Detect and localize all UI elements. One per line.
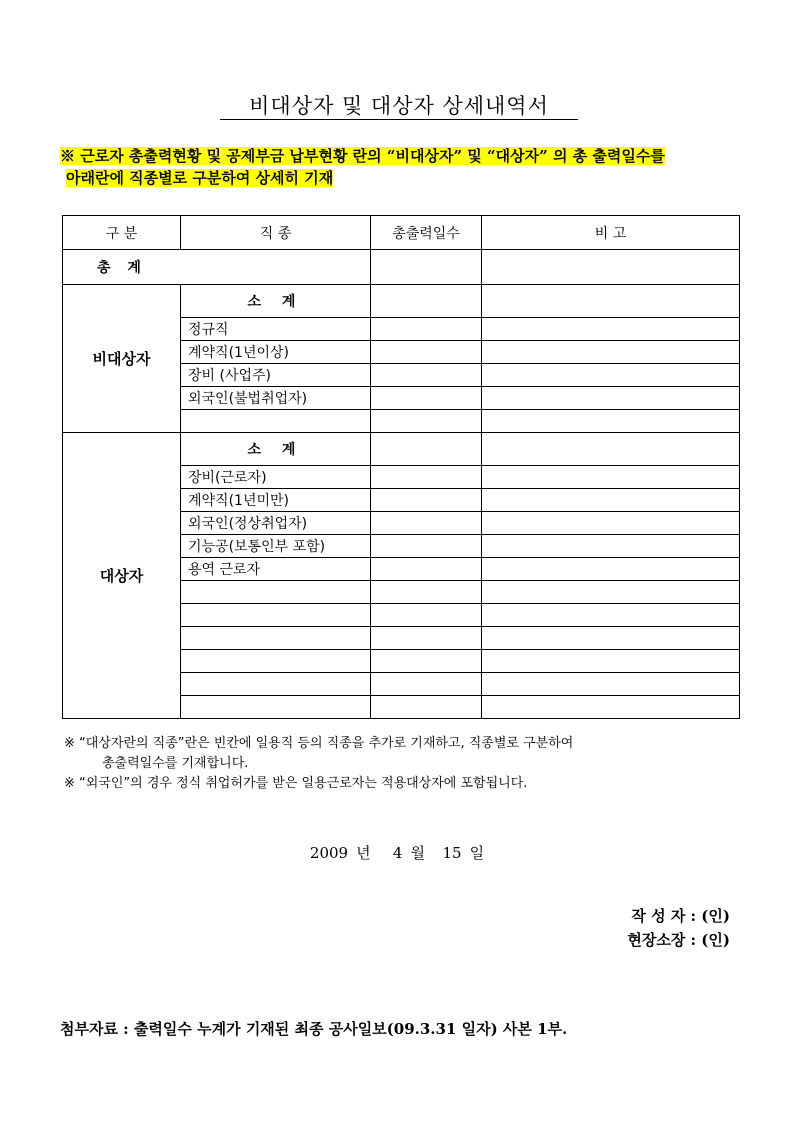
job-label: 기능공(보통인부 포함)	[181, 535, 371, 558]
job-label: 외국인(정상취업자)	[181, 512, 371, 535]
days-cell[interactable]	[371, 387, 482, 410]
date-day: 15	[442, 844, 462, 862]
remarks-cell[interactable]	[482, 604, 740, 627]
total-remarks-cell[interactable]	[482, 250, 740, 285]
notice-line-2: 아래란에 직종별로 구분하여 상세히 기재	[66, 169, 334, 187]
footnotes	[64, 734, 573, 794]
table-header-row	[63, 216, 740, 250]
days-cell[interactable]	[371, 604, 482, 627]
remarks-cell[interactable]	[482, 364, 740, 387]
group-label-target: 대상자	[63, 433, 181, 719]
target-subtotal-row	[63, 433, 740, 466]
days-cell[interactable]	[371, 489, 482, 512]
subtotal-label: 소 계	[181, 433, 371, 466]
writer-signature: 작 성 자 : (인)	[631, 907, 730, 925]
days-cell[interactable]	[371, 466, 482, 489]
remarks-cell[interactable]	[482, 341, 740, 364]
days-cell[interactable]	[371, 512, 482, 535]
remarks-cell[interactable]	[482, 512, 740, 535]
days-cell[interactable]	[371, 696, 482, 719]
header-category: 구 분	[63, 216, 181, 250]
date-month: 4	[392, 844, 403, 862]
date-year-unit: 년	[356, 844, 371, 862]
remarks-cell[interactable]	[482, 627, 740, 650]
remarks-cell[interactable]	[482, 558, 740, 581]
job-blank-cell[interactable]	[181, 627, 371, 650]
days-cell[interactable]	[371, 627, 482, 650]
days-cell[interactable]	[371, 558, 482, 581]
days-cell[interactable]	[371, 433, 482, 466]
remarks-cell[interactable]	[482, 696, 740, 719]
days-cell[interactable]	[371, 535, 482, 558]
group-label-non-target: 비대상자	[63, 285, 181, 433]
detail-table	[62, 215, 740, 719]
total-label: 총 계	[63, 250, 371, 285]
days-cell[interactable]	[371, 410, 482, 433]
job-blank-cell[interactable]	[181, 604, 371, 627]
remarks-cell[interactable]	[482, 650, 740, 673]
notice-line-1: ※ 근로자 총출력현황 및 공제부금 납부현황 란의 “비대상자” 및 “대상자” 의 총 출력일수를	[60, 147, 665, 165]
footnote-1: ※ “대상자란의 직종”란은 빈칸에 일용직 등의 직종을 추가로 기재하고, 직종별로 구분하여	[64, 736, 574, 751]
remarks-cell[interactable]	[482, 285, 740, 318]
document-title: 비대상자 및 대상자 상세내역서	[220, 92, 578, 120]
job-label: 장비 (사업주)	[181, 364, 371, 387]
header-job: 직 종	[181, 216, 371, 250]
footnote-2: ※ “외국인”의 경우 정식 취업허가를 받은 일용근로자는 적용대상자에 포함됩니다.	[64, 776, 528, 791]
remarks-cell[interactable]	[482, 466, 740, 489]
remarks-cell[interactable]	[482, 673, 740, 696]
days-cell[interactable]	[371, 673, 482, 696]
signature-block	[627, 904, 730, 952]
remarks-cell[interactable]	[482, 535, 740, 558]
remarks-cell[interactable]	[482, 387, 740, 410]
job-label: 계약직(1년이상)	[181, 341, 371, 364]
job-blank-cell[interactable]	[181, 581, 371, 604]
remarks-cell[interactable]	[482, 581, 740, 604]
days-cell[interactable]	[371, 364, 482, 387]
non-target-subtotal-row	[63, 285, 740, 318]
job-label: 정규직	[181, 318, 371, 341]
days-cell[interactable]	[371, 650, 482, 673]
date-month-unit: 월	[410, 844, 425, 862]
subtotal-label: 소 계	[181, 285, 371, 318]
job-label: 외국인(불법취업자)	[181, 387, 371, 410]
remarks-cell[interactable]	[482, 489, 740, 512]
remarks-cell[interactable]	[482, 318, 740, 341]
remarks-cell[interactable]	[482, 410, 740, 433]
manager-signature: 현장소장 : (인)	[627, 931, 730, 949]
attachment-note: 첨부자료 : 출력일수 누계가 기재된 최종 공사일보(09.3.31 일자) 사본 1부.	[60, 1020, 568, 1038]
notice	[60, 145, 665, 189]
header-days: 총출력일수	[371, 216, 482, 250]
days-cell[interactable]	[371, 581, 482, 604]
job-blank-cell[interactable]	[181, 673, 371, 696]
total-days-cell[interactable]	[371, 250, 482, 285]
date-year: 2009	[309, 844, 349, 862]
job-blank-cell[interactable]	[181, 410, 371, 433]
total-row	[63, 250, 740, 285]
footnote-1-continued: 총출력일수를 기재합니다.	[102, 756, 249, 771]
job-label: 계약직(1년미만)	[181, 489, 371, 512]
header-remarks: 비 고	[482, 216, 740, 250]
days-cell[interactable]	[371, 341, 482, 364]
remarks-cell[interactable]	[482, 433, 740, 466]
days-cell[interactable]	[371, 285, 482, 318]
job-label: 용역 근로자	[181, 558, 371, 581]
job-label: 장비(근로자)	[181, 466, 371, 489]
document-date	[0, 842, 794, 863]
job-blank-cell[interactable]	[181, 696, 371, 719]
date-day-unit: 일	[469, 844, 485, 862]
job-blank-cell[interactable]	[181, 650, 371, 673]
days-cell[interactable]	[371, 318, 482, 341]
